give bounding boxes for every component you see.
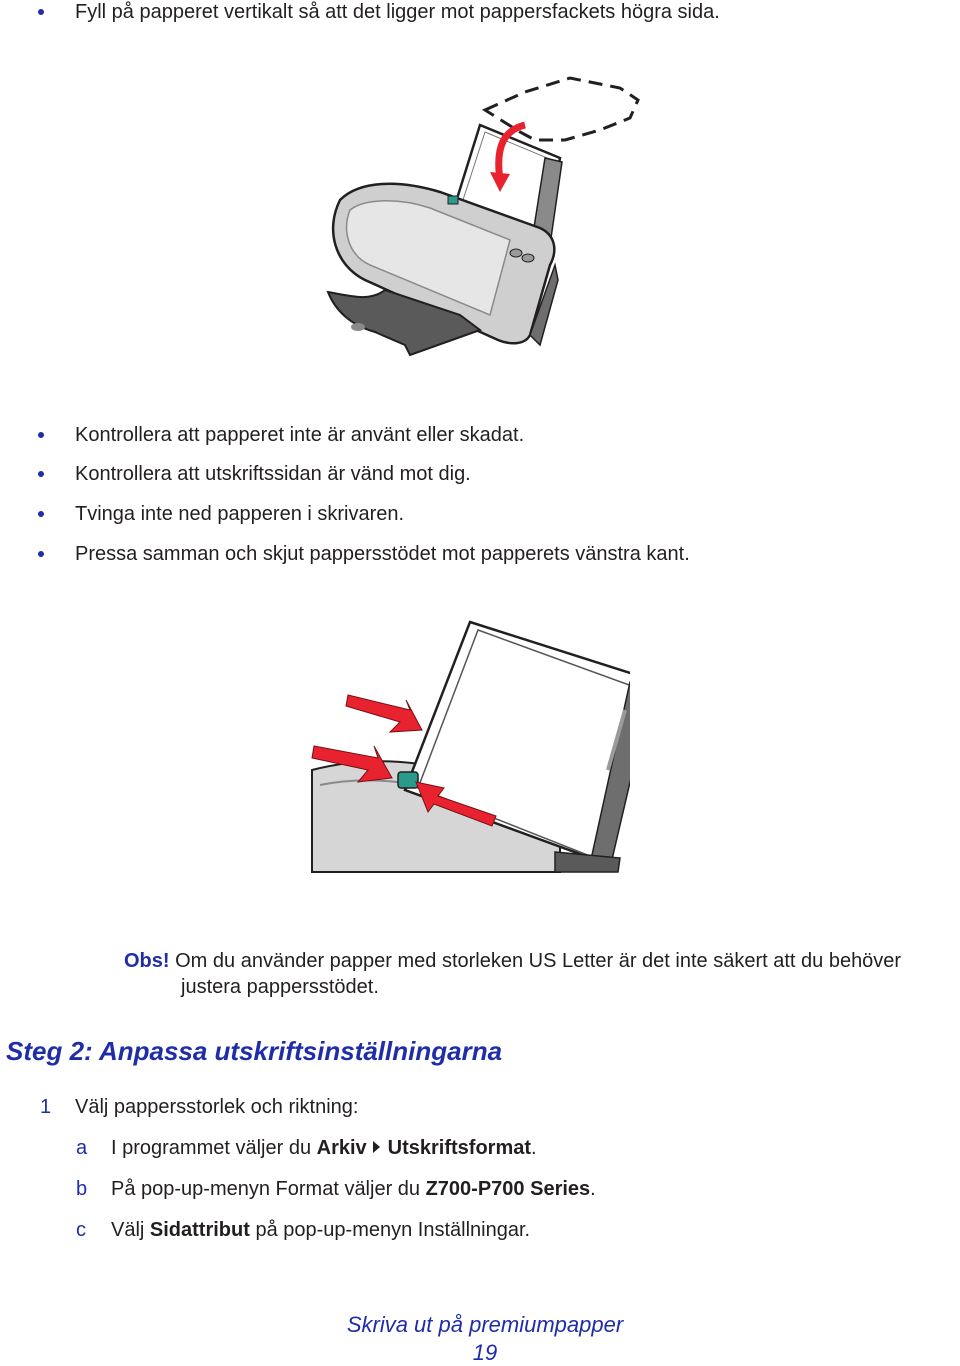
- paper-guide-illustration: [310, 620, 630, 875]
- substep-text: [111, 1177, 596, 1201]
- substep-letter: a: [76, 1137, 88, 1159]
- note-text: Om du använder papper med storleken US Letter är det inte säkert att du behöver: [175, 950, 902, 972]
- format-value: Z700-P700 Series: [425, 1178, 591, 1200]
- bullet-text: Tvinga inte ned papperen i skrivaren.: [75, 503, 405, 525]
- bullet-text: Fyll på papperet vertikalt så att det ligger mot pappersfackets högra sida.: [75, 1, 720, 23]
- note-block: [124, 948, 960, 1000]
- menu-name: Arkiv: [316, 1137, 367, 1159]
- substep-prefix: På pop-up-menyn Format väljer du: [111, 1178, 426, 1200]
- section-heading: Steg 2: Anpassa utskriftsinställningarna: [6, 1036, 503, 1066]
- bullet-dot: [38, 551, 44, 557]
- substep-suffix: .: [531, 1137, 537, 1159]
- substep-text: [111, 1218, 530, 1242]
- menu-item-name: Utskriftsformat: [387, 1137, 532, 1159]
- step-text: Välj pappersstorlek och riktning:: [75, 1096, 359, 1118]
- attribute-value: Sidattribut: [149, 1219, 250, 1241]
- printer-loading-illustration: [320, 70, 650, 365]
- substep-suffix: .: [590, 1178, 596, 1200]
- substep-suffix: på pop-up-menyn Inställningar.: [249, 1219, 531, 1241]
- substep-prefix: I programmet väljer du: [111, 1137, 317, 1159]
- bullet-text: Kontrollera att utskriftssidan är vänd mot dig.: [75, 463, 471, 485]
- page-number: 19: [472, 1340, 498, 1365]
- bullet-dot: [38, 511, 44, 517]
- footer-title: Skriva ut på premiumpapper: [346, 1312, 624, 1337]
- note-line-2: justera pappersstödet.: [181, 976, 379, 998]
- bullet-dot: [38, 471, 44, 477]
- bullet-text: Kontrollera att papperet inte är använt eller skadat.: [75, 424, 525, 446]
- note-line-1: [124, 948, 960, 974]
- note-label: Obs!: [124, 950, 170, 972]
- substep-text: [111, 1136, 537, 1160]
- menu-arrow-icon: [373, 1141, 380, 1153]
- bullet-dot: [38, 432, 44, 438]
- substep-letter: b: [76, 1178, 88, 1200]
- bullet-text: Pressa samman och skjut pappersstödet mot papperets vänstra kant.: [75, 543, 690, 565]
- bullet-dot: [38, 9, 44, 15]
- substep-prefix: Välj: [111, 1219, 150, 1241]
- substep-letter: c: [76, 1219, 86, 1241]
- step-number: 1: [40, 1096, 52, 1118]
